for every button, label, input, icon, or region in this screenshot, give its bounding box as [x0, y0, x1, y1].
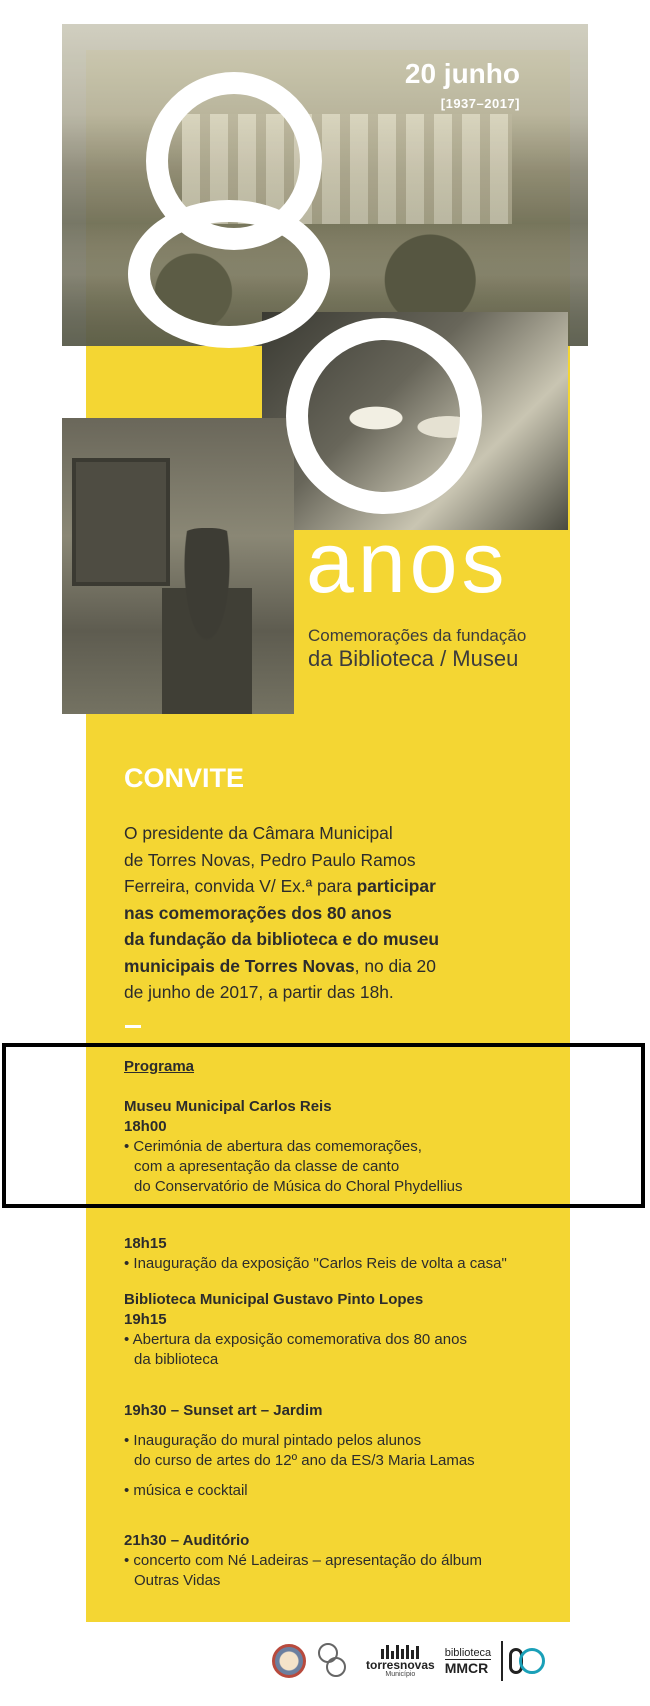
museum-venue: Museu Municipal Carlos Reis — [124, 1098, 332, 1115]
municipio-label: Município — [385, 1670, 416, 1678]
program-time: 18h15 — [124, 1235, 167, 1252]
anniversary-years: [1937–2017] — [440, 96, 520, 111]
digit-zero-shape — [519, 1648, 545, 1674]
torres-novas-wordmark: torresnovas — [366, 1657, 435, 1672]
invitation-line — [124, 953, 554, 980]
subtitle-line-2: da Biblioteca / Museu — [308, 646, 519, 671]
program-item-continued: com a apresentação da classe de canto — [134, 1158, 400, 1175]
program-section — [124, 1531, 564, 1591]
invitation-bold-run: da fundação da biblioteca e do museu — [124, 929, 440, 949]
program-section — [124, 1290, 564, 1370]
program-item: • Abertura da exposição comemorativa dos 80 anos — [124, 1331, 467, 1348]
program-time: 18h00 — [124, 1118, 167, 1135]
program-item: • Cerimónia de abertura das comemorações, — [124, 1138, 422, 1155]
invitation-line — [124, 873, 554, 900]
program-time: 21h30 – Auditório — [124, 1532, 250, 1549]
biblioteca-label: biblioteca — [444, 1646, 492, 1659]
eight-digit-bottom-ring — [128, 200, 330, 348]
subtitle-line-1: Comemorações da fundação — [308, 626, 527, 645]
program-item: • Inauguração do mural pintado pelos alunos — [124, 1432, 422, 1449]
program-item-continued: Outras Vidas — [134, 1572, 221, 1589]
library-venue: Biblioteca Municipal Gustavo Pinto Lopes — [124, 1291, 424, 1308]
program-heading: Programa — [124, 1058, 195, 1075]
program-item-continued: do curso de artes do 12º ano da ES/3 Maria Lamas — [134, 1452, 475, 1469]
highlight-frame — [2, 1043, 645, 1208]
biblioteca-mmcr-logo — [445, 1647, 491, 1676]
mmcr-label: MMCR — [444, 1659, 489, 1676]
program-item: • concerto com Né Ladeiras – apresentação do álbum — [124, 1552, 482, 1569]
invitation-bold-run: participar — [356, 876, 436, 896]
invitation-line — [124, 900, 554, 927]
invitation-text-run: , no dia 20 — [354, 955, 436, 976]
invitation-bold-run: municipais de Torres Novas — [124, 955, 355, 976]
torres-novas-logo — [366, 1645, 435, 1678]
torres-novas-bars-icon — [381, 1645, 419, 1659]
invitation-text-run: Ferreira, convida V/ Ex.ª para — [124, 876, 357, 896]
invitation-line — [124, 926, 554, 953]
invitation-line: de junho de 2017, a partir das 18h. — [124, 982, 394, 1002]
program-item-continued: do Conservatório de Música do Choral Phydellius — [134, 1178, 463, 1195]
invitation-bold-run: nas comemorações dos 80 anos — [124, 902, 392, 923]
event-date: 20 junho — [404, 58, 520, 89]
program-time: 19h30 – Sunset art – Jardim — [124, 1402, 323, 1419]
anniversary-rings-logo — [316, 1641, 356, 1681]
municipal-seal-logo — [272, 1644, 306, 1678]
section-divider — [125, 1025, 141, 1028]
invitation-line: de Torres Novas, Pedro Paulo Ramos — [124, 849, 416, 870]
invitation-title: CONVITE — [124, 763, 245, 793]
invitation-text — [124, 820, 554, 1006]
invitation-line: O presidente da Câmara Municipal — [124, 823, 393, 843]
zero-digit-ring — [286, 318, 482, 514]
anos-label: anos — [306, 515, 509, 611]
ring-shape — [326, 1657, 346, 1677]
eighty-years-logo — [501, 1641, 545, 1681]
program-item-continued: da biblioteca — [134, 1351, 219, 1368]
museum-interior-photo — [62, 418, 294, 714]
program-section — [124, 1234, 564, 1274]
program-item: • música e cocktail — [124, 1482, 248, 1499]
program-item: • Inauguração da exposição "Carlos Reis de volta a casa" — [124, 1255, 507, 1272]
program-time: 19h15 — [124, 1311, 167, 1328]
program-section — [124, 1401, 564, 1501]
sponsor-logos — [272, 1638, 545, 1684]
